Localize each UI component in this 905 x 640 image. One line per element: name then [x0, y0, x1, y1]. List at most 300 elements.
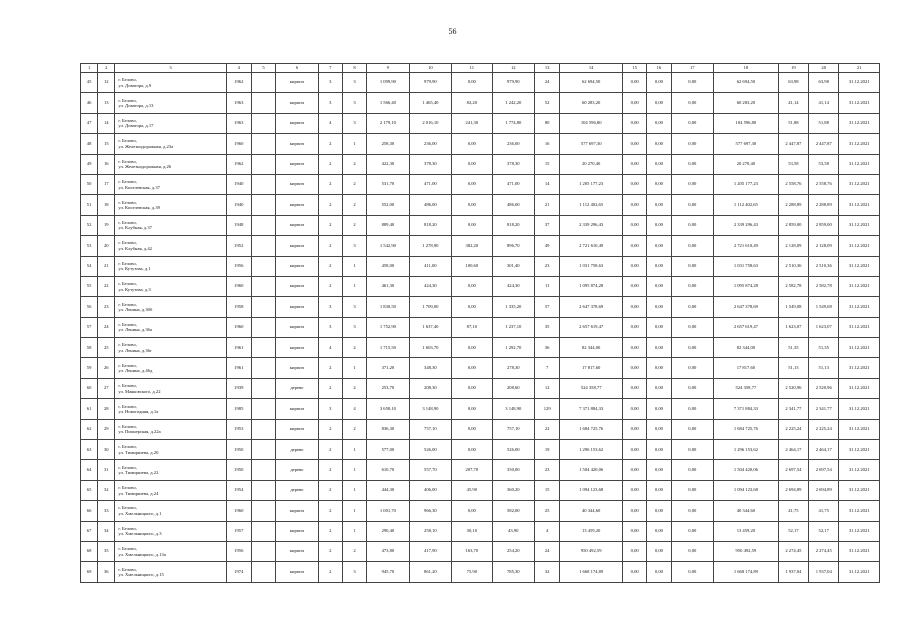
address-city: г. Белово,	[118, 77, 137, 83]
address-city: г. Белово,	[118, 158, 137, 164]
table-cell: кирпич	[276, 297, 318, 317]
table-cell: 62 694,50	[714, 73, 779, 93]
table-cell: 20 270,40	[714, 154, 779, 174]
table-cell: 3	[318, 399, 342, 419]
table-cell: 1 637,40	[409, 317, 451, 337]
table-cell: кирпич	[276, 501, 318, 521]
table-cell: 31.12.2021	[839, 297, 880, 317]
table-cell: 0,00	[452, 338, 492, 358]
table-cell: 0,00	[623, 317, 647, 337]
table-cell: 258,30	[367, 134, 409, 154]
table-cell: 0,00	[671, 276, 713, 296]
column-number: 18	[714, 64, 779, 73]
address-city: г. Белово,	[118, 362, 137, 368]
column-number: 10	[409, 64, 451, 73]
table-cell: 15	[98, 134, 115, 154]
table-cell	[251, 480, 275, 500]
table-cell: 37	[535, 215, 560, 235]
table-cell: 2 447,87	[778, 134, 808, 154]
table-row	[81, 154, 880, 174]
table-cell: 12	[98, 73, 115, 93]
table-cell: 889,40	[367, 215, 409, 235]
table-row	[81, 195, 880, 215]
address-cell	[115, 154, 226, 174]
table-cell: 2 274,45	[809, 541, 839, 561]
table-cell: 31.12.2021	[839, 215, 880, 235]
table-cell: 3	[342, 73, 366, 93]
table-cell: 0,00	[647, 358, 671, 378]
table-cell: 7 371 884,33	[714, 399, 779, 419]
table-cell: 0,00	[452, 134, 492, 154]
table-cell: 1 205 177,23	[560, 174, 623, 194]
column-number-row	[81, 64, 880, 73]
column-number: 3	[115, 64, 226, 73]
table-cell: 950 492,59	[714, 541, 779, 561]
table-cell: кирпич	[276, 174, 318, 194]
table-cell: 0,00	[647, 460, 671, 480]
address-street: ул. Железнодорожная, д.23а	[118, 143, 174, 149]
table-cell: кирпич	[276, 195, 318, 215]
table-cell: 21	[98, 256, 115, 276]
table-cell: 1 937,04	[778, 562, 808, 582]
address-city: г. Белово,	[118, 118, 137, 124]
address-city: г. Белово,	[118, 97, 137, 103]
table-cell: 2 647 378,69	[560, 297, 623, 317]
table-cell: 1948	[226, 215, 251, 235]
table-cell: 3	[342, 317, 366, 337]
table-cell: 45	[81, 73, 98, 93]
table-cell: 1	[342, 134, 366, 154]
table-cell: 0,00	[647, 378, 671, 398]
table-cell: 4	[318, 338, 342, 358]
table-cell: 27	[98, 378, 115, 398]
table-cell: 59	[81, 358, 98, 378]
table-cell: 16	[98, 154, 115, 174]
table-cell: 3	[318, 73, 342, 93]
table-cell: 2	[318, 215, 342, 235]
table-cell: 41,14	[809, 93, 839, 113]
address-city: г. Белово,	[118, 301, 137, 307]
table-cell: 2 721 610,49	[560, 236, 623, 256]
table-cell: 2 647 378,69	[714, 297, 779, 317]
table-cell: кирпич	[276, 419, 318, 439]
column-number: 6	[276, 64, 318, 73]
table-cell: 0,00	[623, 195, 647, 215]
table-cell: 1 603,70	[409, 338, 451, 358]
table-cell: 0,00	[671, 195, 713, 215]
housing-table	[80, 63, 880, 583]
address-street: ул. Новогодняя, д.1а	[118, 408, 159, 414]
table-cell: 1 774,80	[492, 113, 534, 133]
address-city: г. Белово,	[118, 199, 137, 205]
table-cell: 406,00	[409, 480, 451, 500]
table-cell: 610,70	[367, 460, 409, 480]
table-cell: 0,00	[647, 317, 671, 337]
table-cell: 26	[98, 358, 115, 378]
table-cell: 2 510,36	[809, 256, 839, 276]
table-cell: 31.12.2021	[839, 378, 880, 398]
table-cell: дерево	[276, 378, 318, 398]
table-cell: 31.12.2021	[839, 440, 880, 460]
table-row	[81, 399, 880, 419]
table-cell: 1 830,50	[367, 297, 409, 317]
table-cell: 241,30	[452, 113, 492, 133]
table-cell: кирпич	[276, 317, 318, 337]
address-city: г. Белово,	[118, 485, 137, 491]
table-cell: 2 447,87	[809, 134, 839, 154]
table-cell: 66	[81, 501, 98, 521]
table-cell: 0,00	[623, 501, 647, 521]
address-street: ул. Тимирязева, д.22	[118, 470, 159, 476]
table-cell: 0,00	[623, 134, 647, 154]
table-cell: кирпич	[276, 215, 318, 235]
address-cell	[115, 93, 226, 113]
address-cell	[115, 562, 226, 582]
table-cell: 417,90	[409, 541, 451, 561]
table-cell: 31.12.2021	[839, 358, 880, 378]
address-city: г. Белово,	[118, 383, 137, 389]
table-cell: 62	[81, 419, 98, 439]
table-row	[81, 562, 880, 582]
table-cell: 0,00	[647, 236, 671, 256]
table-cell: 7	[535, 358, 560, 378]
table-cell: 53	[81, 236, 98, 256]
table-cell: 129	[535, 399, 560, 419]
table-cell: 208,60	[492, 378, 534, 398]
table-cell: 382,20	[452, 236, 492, 256]
table-cell: 0,00	[452, 297, 492, 317]
table-cell: 41,75	[809, 501, 839, 521]
table-cell: 1 237,10	[492, 317, 534, 337]
table-cell: 2	[342, 338, 366, 358]
table-cell: 1 205 177,23	[714, 174, 779, 194]
table-cell: 3	[342, 297, 366, 317]
table-cell: 82,20	[452, 93, 492, 113]
column-number: 8	[342, 64, 366, 73]
table-cell: 2	[318, 480, 342, 500]
table-cell: 2	[342, 195, 366, 215]
address-city: г. Белово,	[118, 423, 137, 429]
table-cell: 236,00	[409, 134, 451, 154]
table-cell: 1	[342, 256, 366, 276]
table-cell: 62 694,50	[560, 73, 623, 93]
table-cell: 31.12.2021	[839, 195, 880, 215]
table-cell: 67	[81, 521, 98, 541]
table-cell: 19	[98, 215, 115, 235]
table-cell: 55	[81, 276, 98, 296]
table-cell: 0,00	[647, 419, 671, 439]
table-row	[81, 134, 880, 154]
table-cell: 0,00	[671, 440, 713, 460]
table-cell: 0,00	[623, 93, 647, 113]
column-number: 16	[647, 64, 671, 73]
address-street: ул. Кутузова, д.3	[118, 286, 151, 292]
address-cell	[115, 338, 226, 358]
table-cell: 52,17	[778, 521, 808, 541]
table-cell: 60 283,20	[560, 93, 623, 113]
table-cell: 258,10	[409, 521, 451, 541]
address-street: ул. Железнодорожная, д.26	[118, 164, 172, 170]
table-cell: 0,00	[671, 378, 713, 398]
table-cell: 0,00	[623, 236, 647, 256]
address-cell	[115, 215, 226, 235]
table-cell: 0,00	[623, 358, 647, 378]
table-cell: 2 721 610,49	[714, 236, 779, 256]
table-cell: 52,17	[809, 521, 839, 541]
table-cell: 3 148,90	[492, 399, 534, 419]
table-cell: 0,00	[623, 378, 647, 398]
table-cell: 2	[342, 154, 366, 174]
table-cell: 40 344,60	[560, 501, 623, 521]
table-cell: 1952	[226, 236, 251, 256]
table-cell: 0,00	[623, 338, 647, 358]
table-cell: 60 283,20	[714, 93, 779, 113]
table-cell: 371,20	[367, 358, 409, 378]
table-cell: 577,00	[367, 440, 409, 460]
table-cell: 0,00	[623, 73, 647, 93]
table-cell: 444,30	[367, 480, 409, 500]
table-cell: 31.12.2021	[839, 113, 880, 133]
table-cell: 2 697,54	[778, 460, 808, 480]
table-cell: 0,00	[671, 501, 713, 521]
address-cell	[115, 378, 226, 398]
address-cell	[115, 256, 226, 276]
table-cell: 87,10	[452, 317, 492, 337]
column-number: 13	[535, 64, 560, 73]
table-cell: 23	[535, 256, 560, 276]
page-number: 56	[448, 27, 457, 36]
table-cell: 1 094 123,68	[714, 480, 779, 500]
table-cell: 104 596,80	[714, 113, 779, 133]
table-cell: 2	[342, 541, 366, 561]
table-cell: 0,00	[671, 113, 713, 133]
table-cell: 34	[98, 521, 115, 541]
table-cell: 82 344,00	[714, 338, 779, 358]
table-cell: 1950	[226, 440, 251, 460]
column-number: 2	[98, 64, 115, 73]
table-cell: 2 179,10	[367, 113, 409, 133]
table-cell: 979,90	[409, 73, 451, 93]
table-cell: 254,20	[492, 541, 534, 561]
table-cell: 60	[81, 378, 98, 398]
table-cell: 31.12.2021	[839, 93, 880, 113]
table-cell: 0,00	[452, 419, 492, 439]
table-cell: 0,00	[671, 317, 713, 337]
table-cell: 17 817,60	[560, 358, 623, 378]
table-cell: 4	[535, 521, 560, 541]
table-cell: кирпич	[276, 276, 318, 296]
table-row	[81, 113, 880, 133]
table-cell: 3	[342, 113, 366, 133]
table-cell: 0,00	[623, 276, 647, 296]
table-cell: 1958	[226, 297, 251, 317]
table-cell: 30,10	[452, 521, 492, 541]
table-cell: 0,00	[623, 562, 647, 582]
table-cell: 51	[81, 195, 98, 215]
table-cell: 14	[535, 174, 560, 194]
table-cell: 422,30	[367, 154, 409, 174]
table-cell: 360,20	[492, 480, 534, 500]
table-cell: 473,80	[367, 541, 409, 561]
table-cell: 0,00	[623, 399, 647, 419]
table-cell: 2	[318, 460, 342, 480]
table-cell: 0,00	[647, 501, 671, 521]
table-cell: 3	[318, 317, 342, 337]
table-cell: 2 558,76	[809, 174, 839, 194]
address-street: ул. Доватора, д.17	[118, 123, 154, 129]
table-row	[81, 276, 880, 296]
table-cell: 31.12.2021	[839, 317, 880, 337]
table-cell: 0,00	[647, 440, 671, 460]
table-cell: 461,30	[367, 276, 409, 296]
table-cell: 24	[535, 541, 560, 561]
address-street: ул. Хмельницкого, д.1	[118, 510, 162, 516]
table-cell: 524 358,77	[714, 378, 779, 398]
table-cell: кирпич	[276, 113, 318, 133]
table-cell: 0,00	[671, 73, 713, 93]
table-cell: 1 937,04	[809, 562, 839, 582]
table-cell: 290,40	[367, 521, 409, 541]
table-cell: 31	[98, 460, 115, 480]
address-street: ул. Ленина, д.46д	[118, 368, 153, 374]
table-cell: 424,30	[492, 276, 534, 296]
table-cell: 0,00	[647, 276, 671, 296]
address-street: ул. Ленина, д.36г	[118, 347, 152, 353]
table-cell: 966,30	[409, 501, 451, 521]
column-number: 1	[81, 64, 98, 73]
table-cell: 1	[342, 521, 366, 541]
table-cell: кирпич	[276, 93, 318, 113]
table-cell: 0,00	[647, 113, 671, 133]
table-row	[81, 215, 880, 235]
table-cell: 2 464,17	[778, 440, 808, 460]
table-cell: 1	[342, 440, 366, 460]
table-cell: 1953	[226, 419, 251, 439]
address-cell	[115, 134, 226, 154]
table-cell: 13	[98, 93, 115, 113]
table-cell: 35	[535, 317, 560, 337]
table-cell: 15	[535, 480, 560, 500]
table-cell: кирпич	[276, 236, 318, 256]
address-city: г. Белово,	[118, 240, 137, 246]
table-row	[81, 297, 880, 317]
table-cell: 1 549,08	[809, 297, 839, 317]
table-cell: 2	[318, 154, 342, 174]
table-row	[81, 440, 880, 460]
table-cell: 65	[81, 480, 98, 500]
table-cell: 2 657 619,47	[714, 317, 779, 337]
address-city: г. Белово,	[118, 321, 137, 327]
table-cell: 2 464,17	[809, 440, 839, 460]
table-cell: 0,00	[452, 358, 492, 378]
table-cell: 1 668 174,89	[560, 562, 623, 582]
table-cell: 471,00	[409, 174, 451, 194]
table-cell: 348,30	[409, 358, 451, 378]
table-cell: 861,20	[409, 562, 451, 582]
table-cell: 411,00	[409, 256, 451, 276]
table-cell: 1 752,90	[367, 317, 409, 337]
table-cell: 2	[342, 174, 366, 194]
table-cell: 51,13	[809, 358, 839, 378]
table-cell: 0,00	[671, 215, 713, 235]
table-cell: 2 694,89	[778, 480, 808, 500]
address-cell	[115, 174, 226, 194]
table-cell: 896,70	[492, 236, 534, 256]
address-street: ул. Киселевская, д.39	[118, 205, 160, 211]
table-cell: 1 709,00	[409, 297, 451, 317]
table-cell: 1960	[226, 501, 251, 521]
table-cell: кирпич	[276, 521, 318, 541]
address-street: ул. Клубная, д.42	[118, 245, 152, 251]
table-cell: 49	[81, 154, 98, 174]
table-cell: 2 225,24	[809, 419, 839, 439]
table-cell: 13 459,20	[714, 521, 779, 541]
table-cell: 0,00	[647, 541, 671, 561]
table-row	[81, 521, 880, 541]
table-row	[81, 174, 880, 194]
table-cell: 1 542,90	[367, 236, 409, 256]
table-cell: 2 859,00	[809, 215, 839, 235]
table-cell: 2	[318, 419, 342, 439]
table-cell: 2 016,10	[409, 113, 451, 133]
table-cell: 13 459,20	[560, 521, 623, 541]
table-cell: 424,30	[409, 276, 451, 296]
table-cell: 208,30	[409, 378, 451, 398]
table-cell: 28	[98, 399, 115, 419]
table-cell: 2	[318, 276, 342, 296]
table-cell: дерево	[276, 440, 318, 460]
table-cell	[251, 399, 275, 419]
table-cell: 18	[98, 195, 115, 215]
table-cell: 1 094 123,68	[560, 480, 623, 500]
table-cell: 1 112 402,65	[714, 195, 779, 215]
table-cell: 20 270,40	[560, 154, 623, 174]
column-number: 20	[809, 64, 839, 73]
table-row	[81, 73, 880, 93]
table-cell: 253,70	[367, 378, 409, 398]
address-street: ул. Маяковского, д.22	[118, 388, 161, 394]
table-row	[81, 93, 880, 113]
table-cell: 2 128,09	[809, 236, 839, 256]
table-cell: 1954	[226, 480, 251, 500]
table-cell: 1 112 402,65	[560, 195, 623, 215]
table-cell: 57	[81, 317, 98, 337]
column-number: 17	[671, 64, 713, 73]
address-street: ул. Тимирязева, д.20	[118, 449, 159, 455]
table-cell: 378,30	[409, 154, 451, 174]
table-cell: 2	[342, 419, 366, 439]
table-cell	[251, 276, 275, 296]
table-cell: 757,10	[409, 419, 451, 439]
table-cell: 31.12.2021	[839, 154, 880, 174]
column-number: 12	[492, 64, 534, 73]
table-cell: 1960	[226, 276, 251, 296]
table-cell: 0,00	[623, 541, 647, 561]
address-cell	[115, 521, 226, 541]
table-cell: 236,00	[492, 134, 534, 154]
table-cell: 0,00	[647, 480, 671, 500]
table-cell: 68	[81, 541, 98, 561]
table-cell: 1 099,90	[367, 73, 409, 93]
table-cell: 1 504 420,06	[560, 460, 623, 480]
table-cell: 2	[318, 501, 342, 521]
table-cell: 0,00	[671, 134, 713, 154]
address-cell	[115, 276, 226, 296]
table-cell: 818,20	[492, 215, 534, 235]
table-cell: 1939	[226, 378, 251, 398]
table-cell: 3 658,10	[367, 399, 409, 419]
address-city: г. Белово,	[118, 444, 137, 450]
